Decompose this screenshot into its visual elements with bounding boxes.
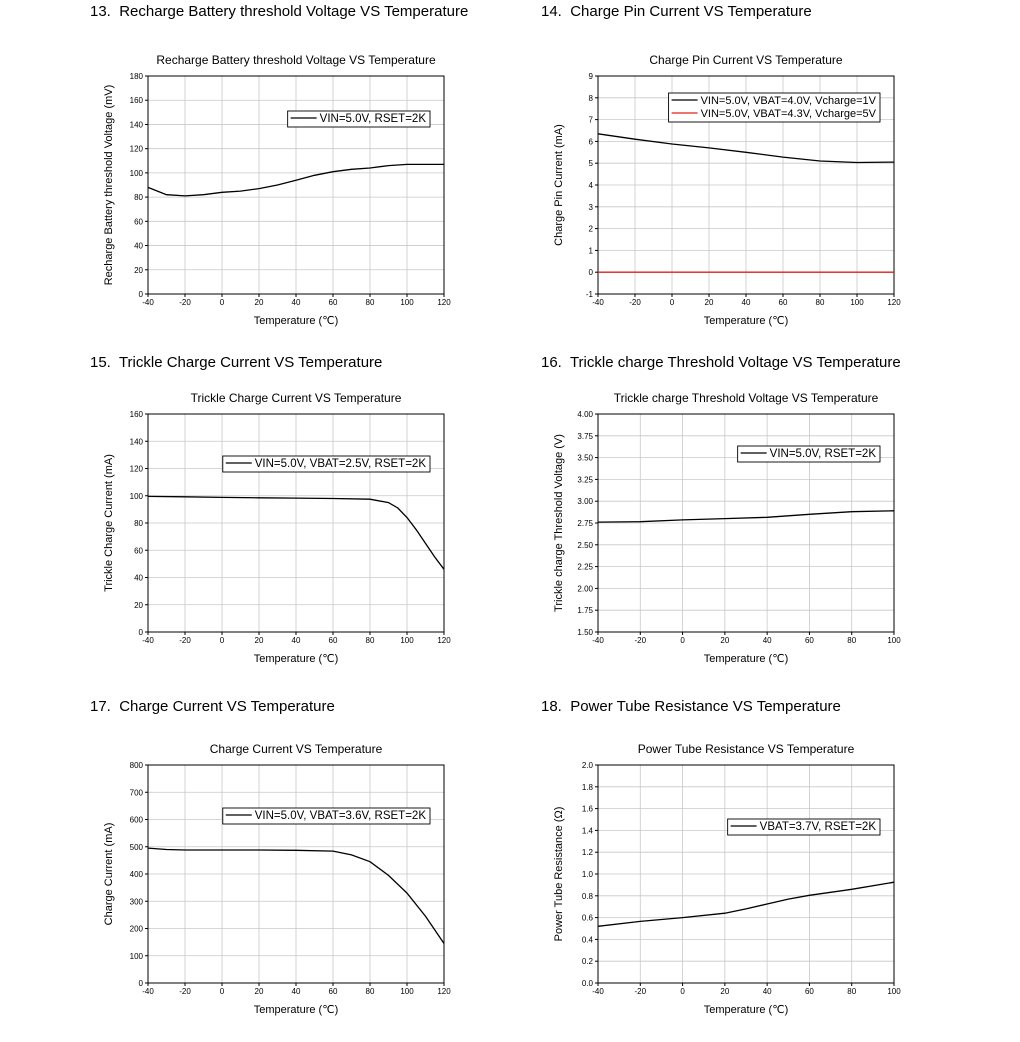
x-tick-label: 80	[815, 298, 825, 307]
y-tick-label: 8	[588, 93, 593, 103]
y-tick-label: 400	[129, 870, 143, 879]
x-tick-label: 0	[219, 636, 225, 645]
x-tick-label: 40	[762, 636, 772, 645]
legend-label: VBAT=3.7V, RSET=2K	[759, 821, 876, 833]
y-tick-label: 7	[588, 115, 593, 125]
x-tick-label: 0	[680, 987, 685, 996]
section-number: 16.	[541, 354, 562, 371]
x-tick-label: 80	[847, 987, 857, 996]
x-axis-label: Temperature (℃)	[253, 1004, 339, 1016]
y-tick-label: 3.50	[577, 453, 593, 463]
y-tick-label: 1.6	[581, 804, 593, 814]
x-tick-label: 0	[680, 636, 685, 645]
y-tick-label: 40	[134, 573, 143, 583]
y-tick-label: 80	[134, 193, 143, 203]
x-tick-label: 20	[720, 636, 730, 645]
x-tick-label: 40	[291, 987, 301, 996]
x-tick-label: -40	[592, 298, 604, 307]
y-axis-label: Power Tube Resistance (Ω)	[553, 806, 565, 942]
y-tick-label: 0.6	[581, 913, 593, 923]
y-axis-label: Charge Pin Current (mA)	[553, 124, 565, 246]
x-tick-label: 60	[328, 987, 338, 996]
y-axis-label: Charge Current (mA)	[103, 822, 115, 926]
y-tick-label: 1.50	[577, 628, 593, 637]
x-tick-label: 100	[887, 987, 901, 996]
y-tick-label: 4	[588, 181, 593, 190]
x-axis-label: Temperature (℃)	[703, 653, 789, 665]
x-tick-label: 100	[887, 636, 901, 645]
x-tick-label: 20	[254, 298, 264, 307]
y-tick-label: 100	[129, 491, 143, 501]
y-tick-label: 100	[129, 168, 143, 178]
x-tick-label: 20	[254, 987, 264, 996]
chart-16	[553, 391, 901, 665]
x-tick-label: 20	[720, 987, 730, 996]
y-tick-label: 1.2	[581, 848, 593, 858]
section-heading-text: Trickle charge Threshold Voltage VS Temperature	[569, 354, 901, 371]
chart-title: Power Tube Resistance VS Temperature	[637, 742, 855, 756]
x-tick-label: -40	[592, 636, 604, 645]
y-tick-label: 180	[129, 72, 143, 81]
section-heading-text: Charge Pin Current VS Temperature	[570, 3, 812, 20]
y-tick-label: 2.00	[577, 584, 593, 594]
legend	[738, 446, 880, 462]
x-tick-label: 80	[365, 636, 375, 645]
y-tick-label: 120	[129, 464, 143, 474]
chart-15	[103, 391, 451, 665]
section-heading-text: Charge Current VS Temperature	[119, 698, 335, 715]
x-tick-label: 100	[400, 298, 414, 307]
chart-title: Trickle Charge Current VS Temperature	[190, 391, 402, 405]
y-tick-label: 0.4	[581, 935, 593, 945]
section-number: 18.	[541, 698, 562, 715]
y-tick-label: 100	[129, 951, 143, 961]
y-tick-label: 1.8	[581, 782, 593, 792]
y-tick-label: 3.75	[577, 431, 593, 441]
legend-label: VIN=5.0V, RSET=2K	[769, 448, 876, 460]
y-tick-label: 2	[588, 224, 593, 234]
x-tick-label: -40	[142, 636, 154, 645]
y-tick-label: 1.4	[581, 826, 593, 836]
y-tick-label: 200	[129, 924, 143, 934]
section-number: 17.	[90, 698, 111, 715]
section-heading-text: Trickle Charge Current VS Temperature	[118, 354, 383, 371]
y-tick-label: 0	[138, 979, 143, 988]
y-tick-label: 140	[129, 120, 143, 130]
x-tick-label: 120	[887, 298, 901, 307]
x-tick-label: 120	[437, 636, 451, 645]
x-tick-label: 60	[328, 636, 338, 645]
x-tick-label: -20	[634, 636, 647, 645]
x-tick-label: 120	[437, 298, 451, 307]
y-tick-label: 3.25	[577, 475, 593, 485]
y-tick-label: 20	[134, 265, 143, 275]
y-tick-label: 300	[129, 897, 143, 907]
x-tick-label: 80	[365, 298, 375, 307]
legend-label: VIN=5.0V, VBAT=2.5V, RSET=2K	[254, 458, 426, 470]
x-tick-label: -20	[179, 636, 191, 645]
legend-label: VIN=5.0V, VBAT=3.6V, RSET=2K	[254, 810, 426, 822]
legend-label: VIN=5.0V, VBAT=4.3V, Vcharge=5V	[700, 108, 876, 120]
y-tick-label: 2.0	[581, 761, 593, 770]
y-tick-label: 60	[134, 546, 143, 556]
chart-title: Recharge Battery threshold Voltage VS Temperature	[156, 53, 436, 67]
section-number: 13.	[90, 3, 111, 20]
x-tick-label: -40	[592, 987, 604, 996]
x-tick-label: 0	[669, 298, 675, 307]
y-tick-label: 500	[129, 842, 143, 852]
legend-label: VIN=5.0V, RSET=2K	[319, 113, 426, 125]
legend-label: VIN=5.0V, VBAT=4.0V, Vcharge=1V	[700, 95, 876, 107]
y-tick-label: 160	[129, 96, 143, 106]
y-tick-label: 2.75	[577, 519, 593, 528]
legend	[728, 819, 880, 835]
y-tick-label: 1.0	[581, 870, 593, 879]
x-axis-label: Temperature (℃)	[703, 315, 789, 327]
y-tick-label: 6	[588, 137, 593, 147]
y-tick-label: 0.2	[581, 957, 593, 967]
section-heading-text: Recharge Battery threshold Voltage VS Temperature	[119, 3, 469, 20]
section-number: 14.	[541, 3, 562, 20]
y-tick-label: 5	[588, 159, 593, 169]
x-tick-label: 0	[219, 298, 225, 307]
x-tick-label: 60	[804, 987, 814, 996]
y-tick-label: 160	[129, 410, 143, 419]
x-tick-label: -40	[142, 987, 154, 996]
y-tick-label: -1	[585, 290, 593, 299]
chart-14	[553, 53, 901, 327]
chart-title: Trickle charge Threshold Voltage VS Temperature	[613, 391, 879, 405]
y-tick-label: 1.75	[577, 606, 593, 616]
x-tick-label: -20	[634, 987, 647, 996]
x-tick-label: 20	[704, 298, 714, 307]
y-axis-label: Trickle charge Threshold Voltage (V)	[553, 434, 565, 612]
y-tick-label: 700	[129, 788, 143, 798]
chart-title: Charge Current VS Temperature	[209, 742, 383, 756]
y-tick-label: 800	[129, 761, 143, 770]
y-tick-label: 140	[129, 437, 143, 447]
x-axis-label: Temperature (℃)	[253, 315, 339, 327]
y-tick-label: 0.8	[581, 891, 593, 901]
y-tick-label: 0	[588, 268, 593, 278]
chart-title: Charge Pin Current VS Temperature	[649, 53, 843, 67]
x-axis-label: Temperature (℃)	[703, 1004, 789, 1016]
x-tick-label: 100	[850, 298, 864, 307]
x-tick-label: 0	[219, 987, 225, 996]
y-axis-label: Recharge Battery threshold Voltage (mV)	[103, 84, 115, 286]
x-tick-label: 40	[741, 298, 751, 307]
y-axis-label: Trickle Charge Current (mA)	[103, 454, 115, 592]
y-tick-label: 4.00	[577, 410, 593, 419]
x-tick-label: -20	[629, 298, 641, 307]
y-tick-label: 2.25	[577, 562, 593, 572]
series-line	[598, 882, 894, 926]
x-tick-label: 60	[778, 298, 788, 307]
x-tick-label: 60	[328, 298, 338, 307]
x-tick-label: 120	[437, 987, 451, 996]
legend	[223, 456, 430, 472]
x-tick-label: -20	[179, 298, 191, 307]
y-tick-label: 60	[134, 217, 143, 227]
x-tick-label: 80	[847, 636, 857, 645]
y-tick-label: 80	[134, 519, 143, 528]
y-tick-label: 0.0	[581, 979, 593, 988]
x-tick-label: 20	[254, 636, 264, 645]
x-tick-label: 100	[400, 636, 414, 645]
y-tick-label: 0	[138, 628, 143, 637]
x-axis-label: Temperature (℃)	[253, 653, 339, 665]
x-tick-label: 60	[804, 636, 814, 645]
y-tick-label: 120	[129, 144, 143, 154]
chart-18	[553, 742, 901, 1016]
y-tick-label: 1	[588, 246, 593, 256]
x-tick-label: 80	[365, 987, 375, 996]
section-number: 15.	[90, 354, 111, 371]
y-tick-label: 20	[134, 600, 143, 610]
x-tick-label: 100	[400, 987, 414, 996]
legend	[223, 808, 430, 824]
y-tick-label: 3	[588, 202, 593, 212]
y-tick-label: 3.00	[577, 497, 593, 507]
chart-17	[103, 742, 451, 1016]
y-tick-label: 2.50	[577, 540, 593, 550]
y-tick-label: 600	[129, 815, 143, 825]
series-line	[598, 511, 894, 522]
y-tick-label: 9	[588, 72, 593, 81]
legend	[288, 111, 430, 127]
chart-13	[103, 53, 451, 327]
x-tick-label: 40	[291, 298, 301, 307]
y-tick-label: 40	[134, 241, 143, 251]
x-tick-label: -20	[179, 987, 191, 996]
section-heading-text: Power Tube Resistance VS Temperature	[570, 698, 841, 715]
x-tick-label: 40	[762, 987, 772, 996]
legend	[669, 93, 880, 122]
x-tick-label: 40	[291, 636, 301, 645]
y-tick-label: 0	[138, 290, 143, 299]
x-tick-label: -40	[142, 298, 154, 307]
